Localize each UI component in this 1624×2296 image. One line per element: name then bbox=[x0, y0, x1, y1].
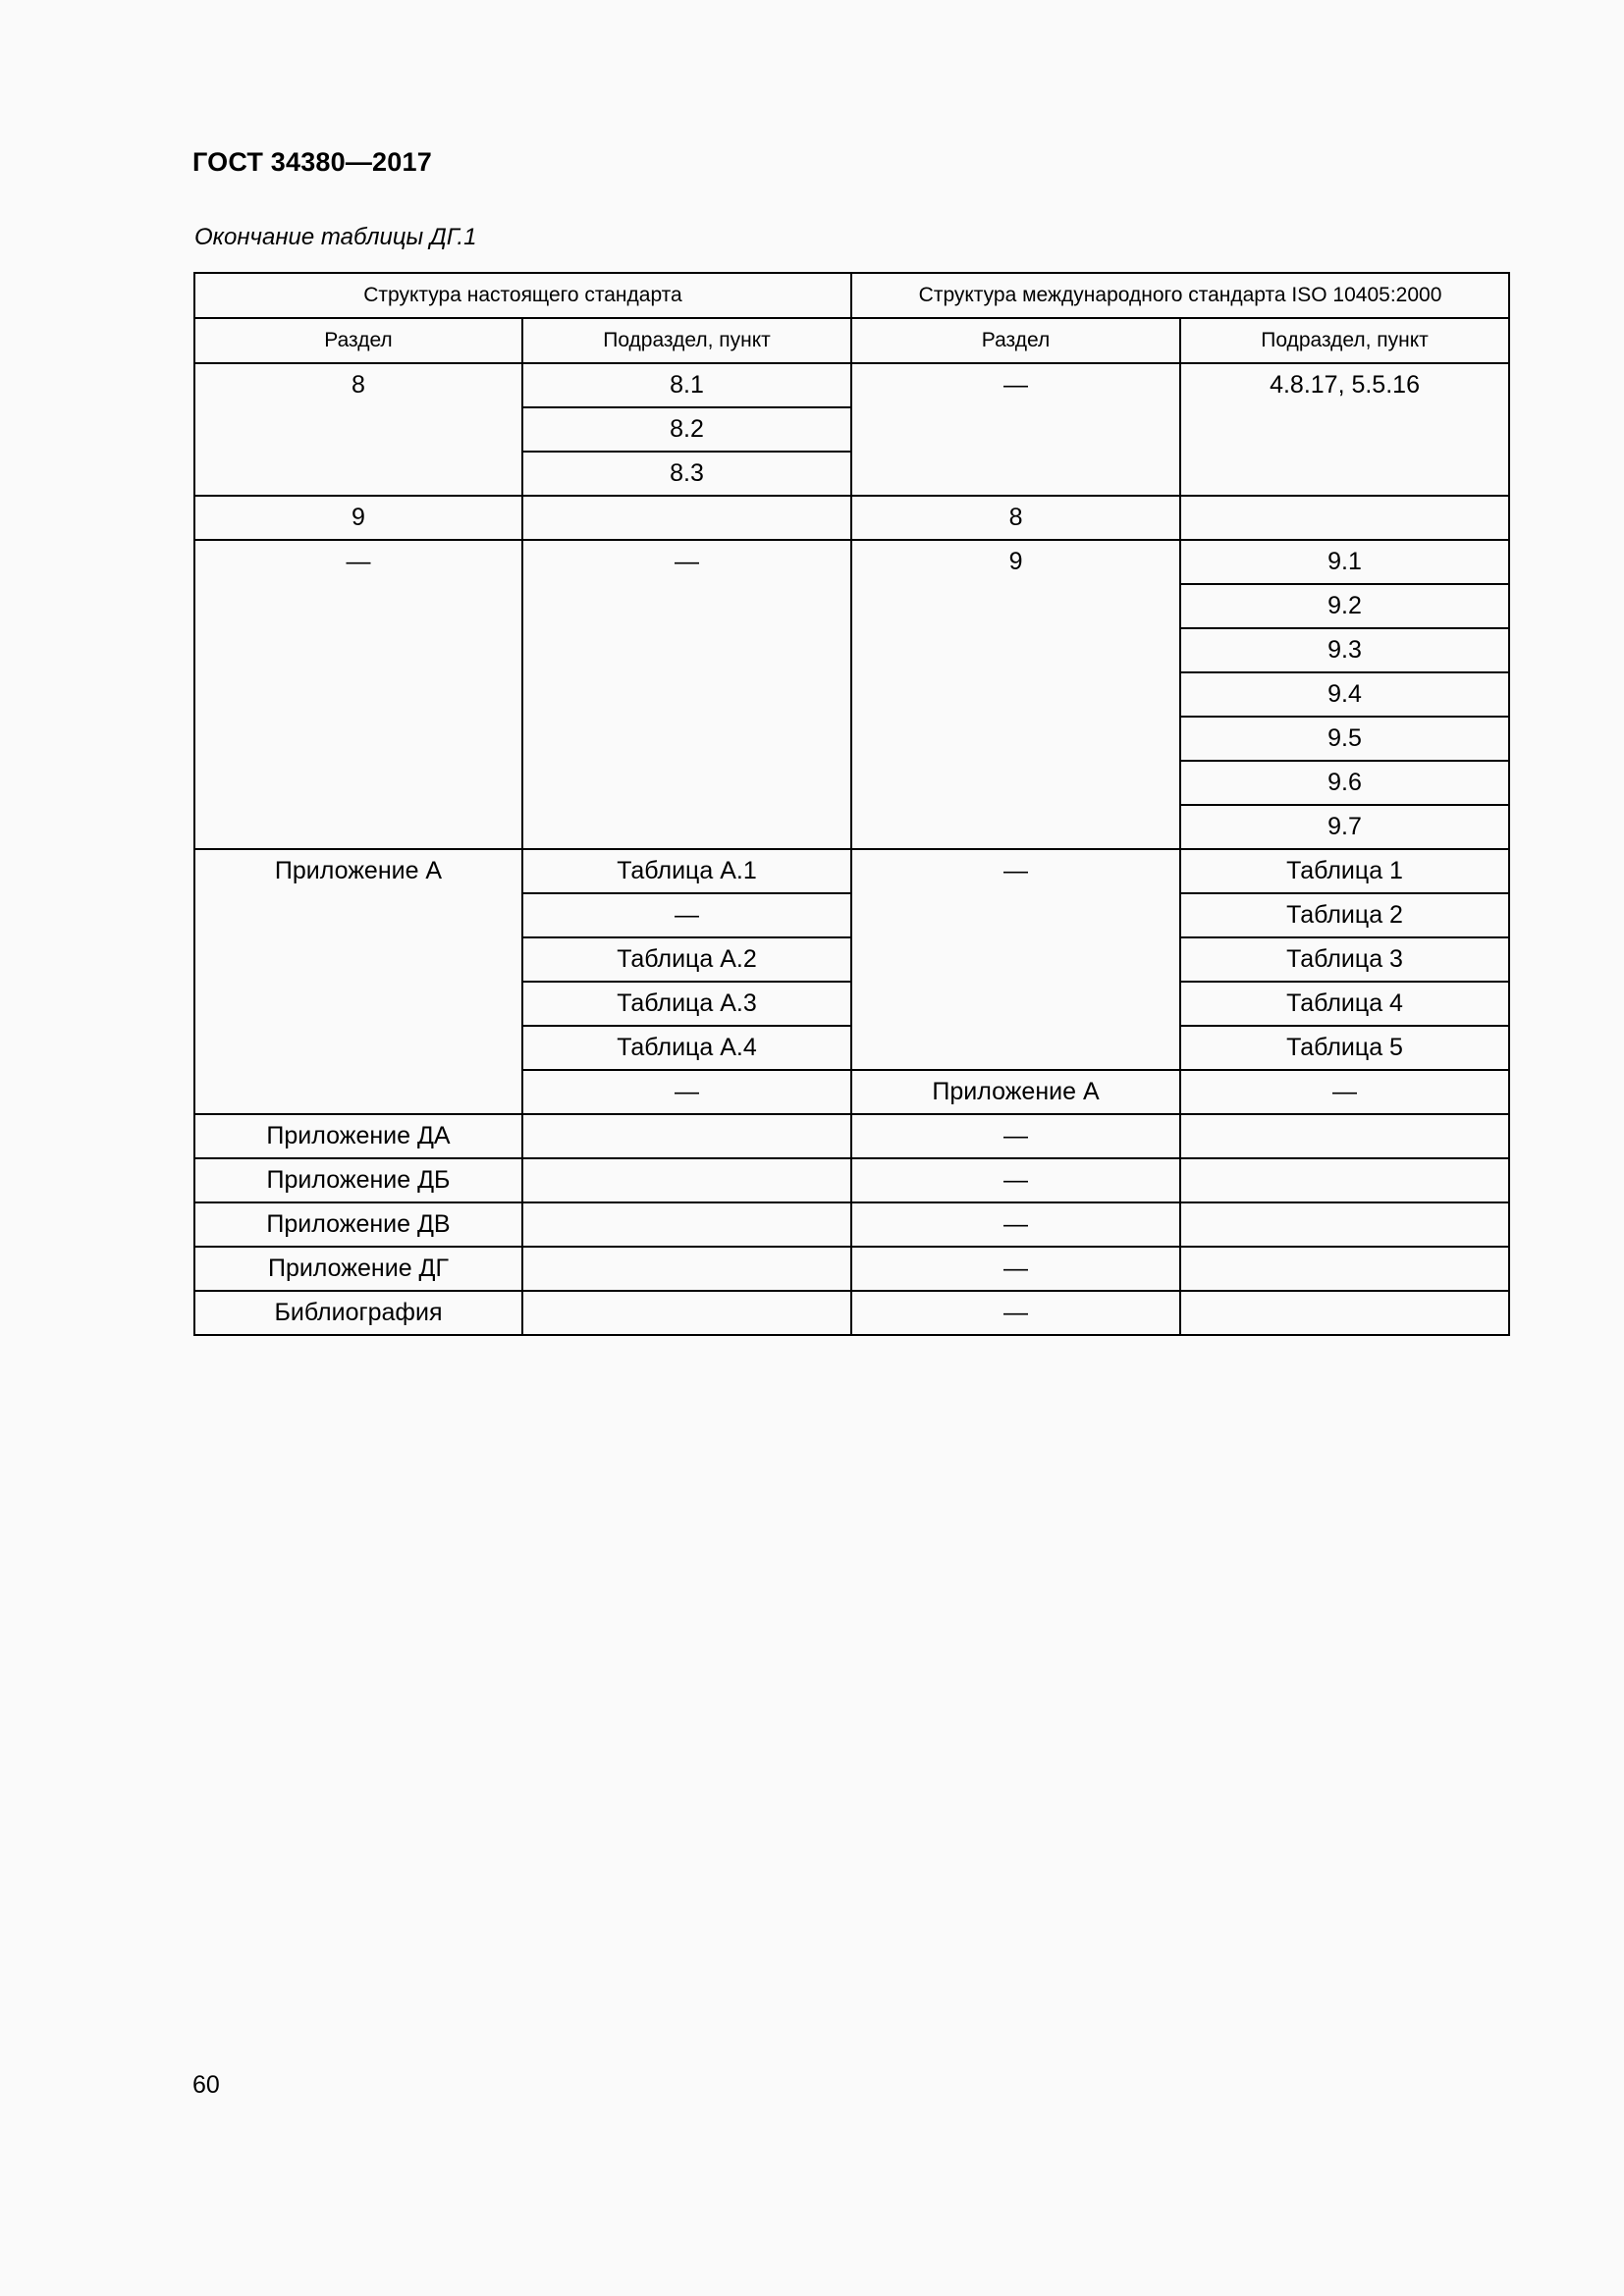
cell-iso-subsection: 9.5 bbox=[1180, 717, 1509, 761]
col-header-section: Раздел bbox=[194, 318, 522, 363]
col-header-iso-subsection: Подраздел, пункт bbox=[1180, 318, 1509, 363]
cell-subsection: Таблица А.1 bbox=[522, 849, 851, 893]
cell-subsection: Таблица А.2 bbox=[522, 937, 851, 982]
col-header-iso-section: Раздел bbox=[851, 318, 1180, 363]
cell-iso-section: — bbox=[851, 1158, 1180, 1202]
cell-iso-subsection: 9.4 bbox=[1180, 672, 1509, 717]
cell-subsection bbox=[522, 1158, 851, 1202]
cell-iso-subsection: Таблица 4 bbox=[1180, 982, 1509, 1026]
cell-section: Приложение ДА bbox=[194, 1114, 522, 1158]
cell-subsection: Таблица А.3 bbox=[522, 982, 851, 1026]
cell-iso-subsection bbox=[1180, 1158, 1509, 1202]
cell-subsection: 8.1 bbox=[522, 363, 851, 407]
table-row bbox=[194, 1202, 1509, 1247]
group-header-row bbox=[194, 273, 1509, 318]
cell-iso-section: 9 bbox=[851, 540, 1180, 849]
cell-subsection bbox=[522, 1247, 851, 1291]
cell-section: Приложение ДГ bbox=[194, 1247, 522, 1291]
cell-iso-subsection: 9.2 bbox=[1180, 584, 1509, 628]
cell-iso-subsection: Таблица 2 bbox=[1180, 893, 1509, 937]
cell-iso-section: — bbox=[851, 363, 1180, 496]
cell-subsection bbox=[522, 1202, 851, 1247]
group-header-iso: Структура международного стандарта ISO 10405:2000 bbox=[851, 273, 1509, 318]
table-row bbox=[194, 849, 1509, 893]
standard-title: ГОСТ 34380—2017 bbox=[192, 147, 432, 177]
cell-iso-subsection bbox=[1180, 496, 1509, 540]
table-row bbox=[194, 540, 1509, 584]
cell-subsection: 8.2 bbox=[522, 407, 851, 452]
cell-subsection bbox=[522, 1291, 851, 1335]
cell-iso-subsection bbox=[1180, 1247, 1509, 1291]
cell-iso-section: — bbox=[851, 1247, 1180, 1291]
cell-iso-subsection: 4.8.17, 5.5.16 bbox=[1180, 363, 1509, 496]
table-row bbox=[194, 363, 1509, 407]
table-row bbox=[194, 496, 1509, 540]
cell-iso-subsection: — bbox=[1180, 1070, 1509, 1114]
cell-iso-subsection bbox=[1180, 1114, 1509, 1158]
cell-iso-subsection bbox=[1180, 1291, 1509, 1335]
cell-section: Приложение А bbox=[194, 849, 522, 1114]
cell-iso-section: — bbox=[851, 1202, 1180, 1247]
cell-subsection: — bbox=[522, 540, 851, 849]
cell-subsection bbox=[522, 496, 851, 540]
cell-iso-section: Приложение А bbox=[851, 1070, 1180, 1114]
cell-iso-subsection: 9.7 bbox=[1180, 805, 1509, 849]
cell-section: 9 bbox=[194, 496, 522, 540]
cell-subsection bbox=[522, 1114, 851, 1158]
cell-iso-section: — bbox=[851, 1291, 1180, 1335]
cell-iso-subsection: 9.1 bbox=[1180, 540, 1509, 584]
col-header-subsection: Подраздел, пункт bbox=[522, 318, 851, 363]
cell-iso-subsection bbox=[1180, 1202, 1509, 1247]
table-caption: Окончание таблицы ДГ.1 bbox=[194, 224, 477, 250]
cell-subsection: Таблица А.4 bbox=[522, 1026, 851, 1070]
cell-iso-subsection: 9.3 bbox=[1180, 628, 1509, 672]
cell-section: Библиография bbox=[194, 1291, 522, 1335]
cell-iso-subsection: Таблица 3 bbox=[1180, 937, 1509, 982]
cell-iso-subsection: Таблица 5 bbox=[1180, 1026, 1509, 1070]
cell-section: Приложение ДВ bbox=[194, 1202, 522, 1247]
cell-subsection: — bbox=[522, 1070, 851, 1114]
cell-section: Приложение ДБ bbox=[194, 1158, 522, 1202]
cell-iso-section: 8 bbox=[851, 496, 1180, 540]
cell-iso-subsection: Таблица 1 bbox=[1180, 849, 1509, 893]
cell-section: 8 bbox=[194, 363, 522, 496]
cell-subsection: 8.3 bbox=[522, 452, 851, 496]
table-row bbox=[194, 1158, 1509, 1202]
cell-subsection: — bbox=[522, 893, 851, 937]
cell-iso-section: — bbox=[851, 849, 1180, 1070]
table-row bbox=[194, 1114, 1509, 1158]
table-row bbox=[194, 1291, 1509, 1335]
cell-section: — bbox=[194, 540, 522, 849]
page-number: 60 bbox=[192, 2071, 220, 2099]
cell-iso-subsection: 9.6 bbox=[1180, 761, 1509, 805]
group-header-current: Структура настоящего стандарта bbox=[194, 273, 851, 318]
column-header-row bbox=[194, 318, 1509, 363]
cell-iso-section: — bbox=[851, 1114, 1180, 1158]
correspondence-table bbox=[193, 272, 1510, 1336]
table-row bbox=[194, 1247, 1509, 1291]
